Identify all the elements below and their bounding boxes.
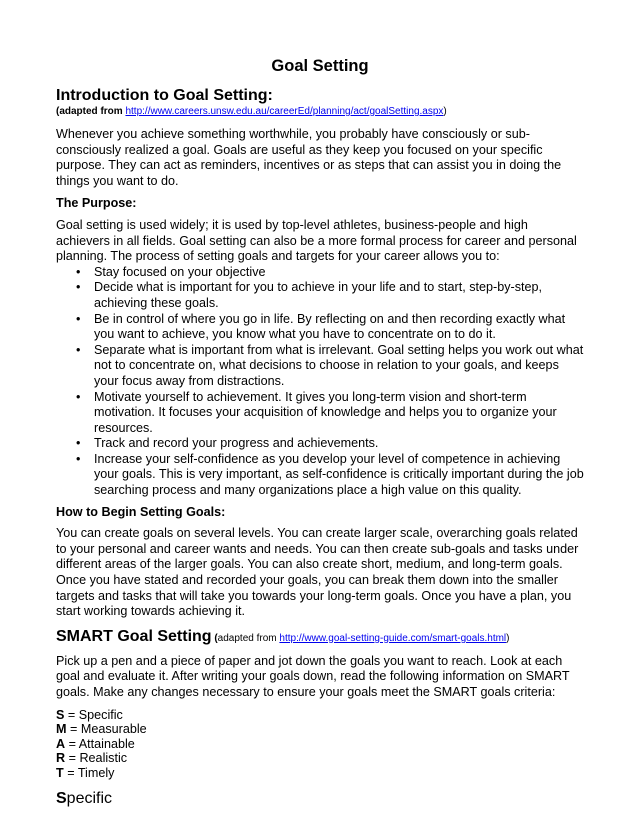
intro-source-link[interactable]: http://www.careers.unsw.edu.au/careerEd/planning/act/goalSetting.aspx [125, 106, 444, 117]
criteria-item [56, 766, 584, 781]
list-item-text: Increase your self-confidence as you develop your level of competence in achieving your goals. This is very important, as self-confidence is critically important during the job searching process and many organizations place a high value on this quality. [94, 451, 584, 498]
specific-heading-rest: pecific [66, 789, 113, 807]
intro-heading: Introduction to Goal Setting: [56, 87, 273, 104]
intro-source-suffix: ) [443, 106, 447, 117]
criteria-item [56, 751, 584, 766]
smart-paragraph: Pick up a pen and a piece of paper and jot down the goals you want to reach. Look at each goal and evaluate it. After writing your goals down, read the following information on SMART goals. Make any changes necessary to ensure your goals meet the SMART goals criteria: [56, 653, 570, 699]
list-item [76, 342, 584, 390]
intro-source-prefix: (adapted from [56, 106, 126, 117]
document-page [56, 56, 584, 808]
specific-heading [56, 789, 584, 808]
list-item [76, 436, 584, 452]
smart-source-paren: ( [211, 632, 218, 644]
criteria-letter: A [56, 736, 66, 751]
criteria-letter: M [56, 722, 67, 737]
smart-source-prefix: adapted from [217, 632, 280, 644]
bullet-icon: • [76, 311, 81, 326]
bullet-icon: • [76, 436, 81, 451]
smart-source-link[interactable]: http://www.goal-setting-guide.com/smart-goals.html [279, 632, 507, 644]
list-item [76, 389, 584, 437]
bullet-icon: • [76, 389, 81, 404]
smart-source-suffix: ) [506, 632, 510, 644]
intro-source [56, 105, 584, 118]
list-item-text: Track and record your progress and achievements. [94, 436, 379, 451]
list-item-text: Be in control of where you go in life. By reflecting on and then recording exactly what you want to achieve, you know what you have to concentrate on to do it. [94, 311, 566, 342]
criteria-text: = Measurable [66, 722, 147, 737]
bullet-icon: • [76, 451, 81, 466]
criteria-text: = Timely [63, 765, 115, 780]
bullet-icon: • [76, 342, 81, 357]
list-item-text: Stay focused on your objective [94, 264, 266, 279]
begin-paragraph: You can create goals on several levels. You can create larger scale, overarching goals related to your personal and career wants and needs. You can then create sub-goals and tasks under different areas of the larger goals. You can also create short, medium, and long-term goals. Once you have stated and recorded your goals, you can break them down into the smaller targets and tasks that will take you towards your long-term goals. Once you have a plan, you start working towards achieving it. [56, 526, 579, 619]
list-item [76, 280, 584, 311]
criteria-text: = Specific [64, 707, 123, 722]
criteria-item [56, 737, 584, 752]
list-item-text: Decide what is important for you to achieve in your life and to start, step-by-step, achieving these goals. [94, 280, 542, 310]
criteria-item [56, 722, 584, 737]
criteria-letter: R [56, 751, 66, 766]
list-item-text: Separate what is important from what is irrelevant. Goal setting helps you work out what not to concentrate on, what decisions to choose in relation to your goals, and keeps your focus away from distractions. [94, 342, 584, 388]
purpose-heading: The Purpose: [56, 196, 137, 211]
criteria-letter: S [56, 707, 65, 722]
smart-heading: SMART Goal Setting [56, 627, 212, 645]
bullet-icon: • [76, 280, 81, 295]
specific-heading-initial: S [56, 789, 67, 807]
intro-paragraph: Whenever you achieve something worthwhile, you probably have consciously or sub-consciously realized a goal. Goals are useful as they keep you focused on your specific purpose. They can act as reminders, incentives or as steps that can assist you in doing the things you want to do. [56, 127, 562, 188]
list-item [76, 264, 584, 281]
begin-heading: How to Begin Setting Goals: [56, 504, 226, 519]
bullet-icon: • [76, 264, 81, 279]
purpose-list [56, 265, 584, 499]
list-item-text: Motivate yourself to achievement. It gives you long-term vision and short-term motivation. It focuses your acquisition of knowledge and helps you to organize your resources. [94, 389, 557, 435]
criteria-letter: T [56, 765, 64, 780]
purpose-paragraph: Goal setting is used widely; it is used by top-level athletes, business-people and high achievers in all fields. Goal setting can also be a more formal process for career and personal planning. The process of setting goals and targets for your career allows you to: [56, 217, 577, 264]
smart-criteria-list [56, 708, 584, 781]
criteria-text: = Realistic [65, 751, 128, 766]
criteria-item [56, 708, 584, 723]
criteria-text: = Attainable [65, 736, 135, 751]
list-item [76, 311, 584, 343]
page-title: Goal Setting [271, 57, 369, 75]
list-item [76, 451, 584, 499]
smart-heading-line [56, 627, 584, 648]
